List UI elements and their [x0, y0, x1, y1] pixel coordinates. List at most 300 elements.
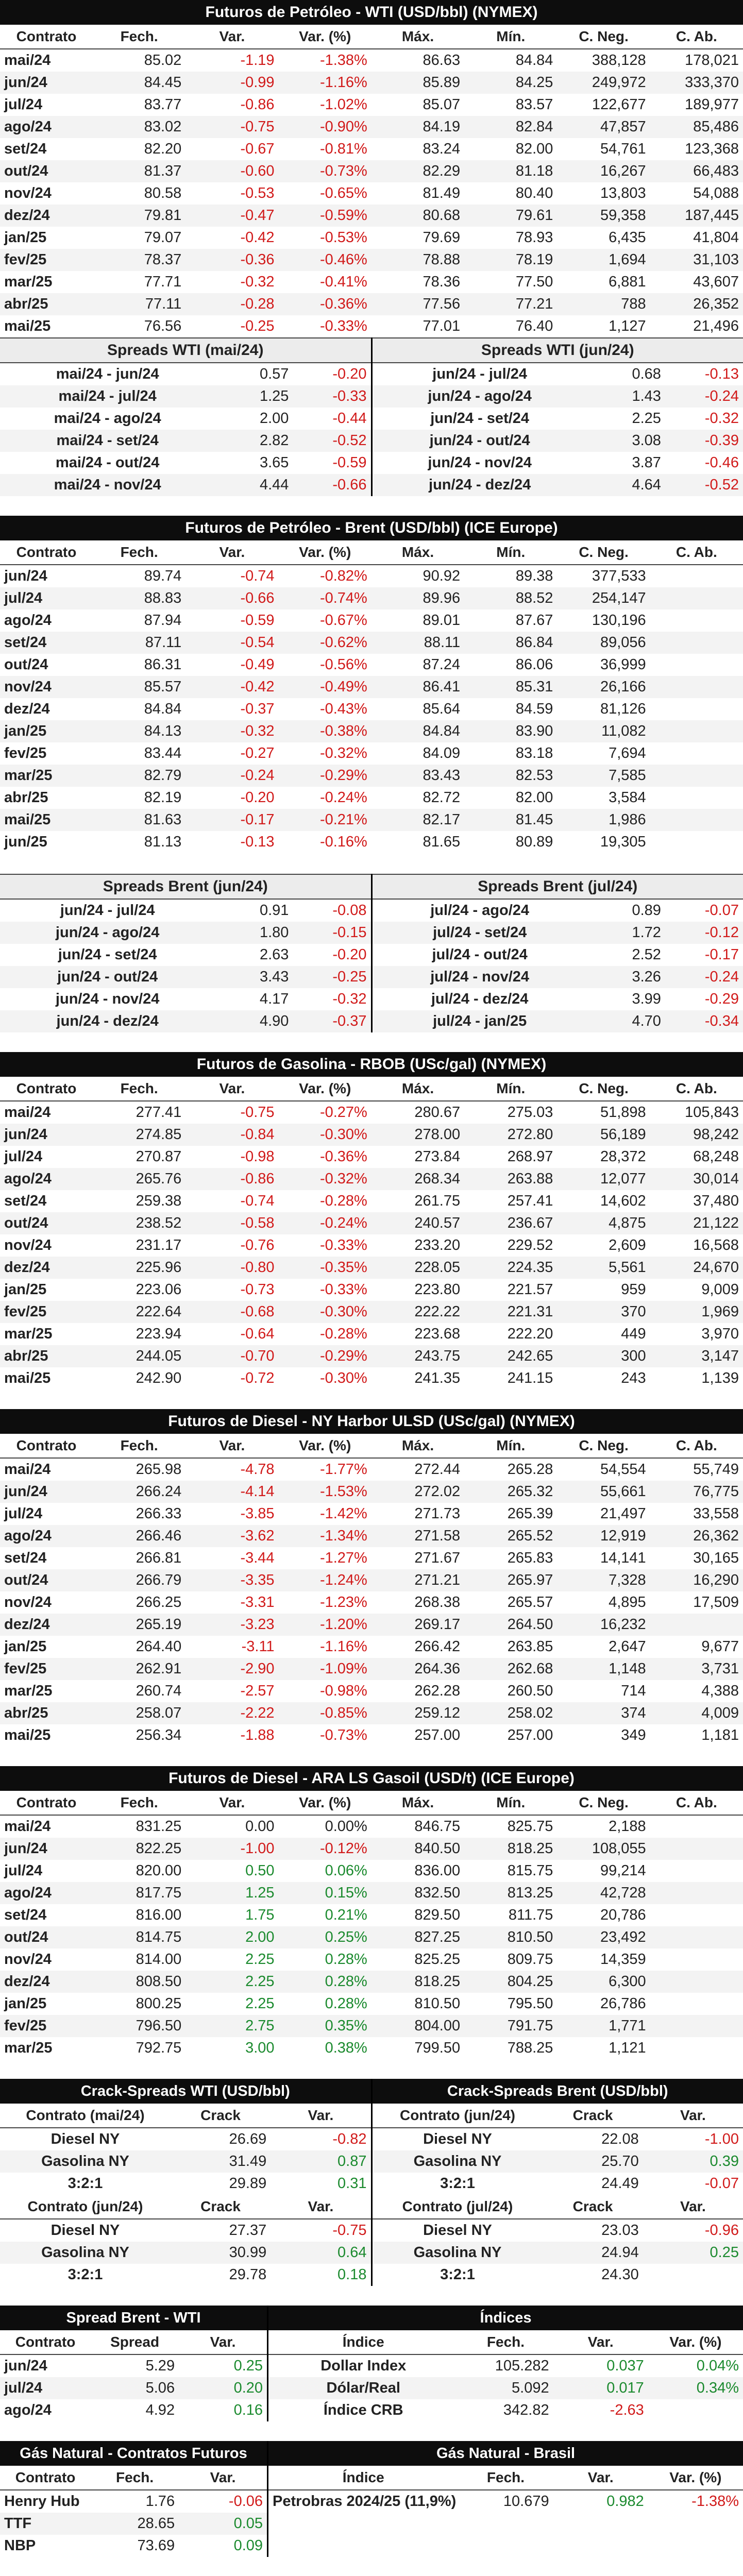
- table-cell: 0.31: [337, 2175, 367, 2192]
- table-cell: 1,181: [701, 1727, 739, 1743]
- table-cell: 82.20: [144, 141, 182, 157]
- row-label: jun/24 - ago/24: [0, 922, 215, 944]
- table-row: [0, 72, 743, 94]
- table-cell: 79.81: [93, 205, 185, 227]
- table-cell: 84.84: [144, 701, 182, 717]
- table-cell: 81.13: [144, 834, 182, 850]
- table-cell: [650, 787, 743, 809]
- table-cell: 370: [557, 1301, 650, 1323]
- table-cell: -0.27%: [319, 1104, 367, 1121]
- brent-spreads-right-title: Spreads Brent (jul/24): [373, 874, 743, 900]
- table-cell: 349: [621, 1727, 646, 1743]
- table-cell: [650, 609, 743, 632]
- table-cell: 3.08: [587, 430, 665, 452]
- table-row: [0, 2535, 267, 2557]
- table-cell: 792.75: [136, 2040, 182, 2056]
- column-header: Var.: [185, 25, 278, 49]
- table-cell: -4.78: [240, 1461, 275, 1478]
- table-cell: 16,267: [557, 160, 650, 182]
- table-cell: [650, 698, 743, 720]
- row-label: jun/24: [0, 72, 93, 94]
- table-cell: 3.87: [632, 454, 661, 471]
- table-cell: [643, 2264, 743, 2286]
- table-cell: 221.31: [464, 1301, 557, 1323]
- table-cell: 19,305: [600, 834, 646, 850]
- table-row: [0, 1993, 743, 2015]
- table-cell: 26,352: [650, 293, 743, 315]
- table-cell: 0.21%: [325, 1907, 367, 1923]
- table-cell: [650, 654, 743, 676]
- column-header: C. Ab.: [650, 1077, 743, 1101]
- table-cell: 24.30: [601, 2266, 639, 2283]
- table-cell: -1.23%: [319, 1594, 367, 1611]
- table-cell: -0.24: [665, 385, 743, 408]
- table-cell: 17,509: [693, 1594, 739, 1611]
- table-cell: 223.94: [136, 1326, 182, 1342]
- row-label: Gasolina NY: [0, 2242, 171, 2264]
- table-cell: -0.59: [240, 612, 275, 629]
- column-header: Var. (%): [279, 1077, 372, 1101]
- table-cell: 123,368: [685, 141, 739, 157]
- table-cell: 388,128: [592, 52, 646, 69]
- table-cell: 24.94: [543, 2242, 643, 2264]
- table-cell: -0.37: [293, 1010, 370, 1032]
- table-cell: 26.69: [229, 2131, 267, 2147]
- table-row: [268, 2354, 743, 2377]
- column-header: Var. (%): [648, 2466, 743, 2490]
- table-cell: [648, 2399, 743, 2421]
- table-cell: 1,148: [557, 1658, 650, 1680]
- table-cell: -0.33: [293, 385, 370, 408]
- crack-brent-title: Crack-Spreads Brent (USD/bbl): [373, 2079, 743, 2104]
- table-cell: [650, 1815, 743, 1838]
- table-cell: 265.52: [464, 1525, 557, 1547]
- table-cell: 37,480: [693, 1193, 739, 1209]
- table-cell: 2.00: [259, 410, 289, 427]
- table-cell: 73.69: [137, 2537, 175, 2554]
- table-row: [0, 182, 743, 205]
- row-label: dez/24: [0, 1971, 93, 1993]
- table-cell: 1.76: [145, 2493, 175, 2510]
- table-cell: 12,919: [557, 1525, 650, 1547]
- table-cell: -0.35%: [279, 1257, 372, 1279]
- gas-brasil-title: Gás Natural - Brasil: [268, 2441, 743, 2466]
- table-row: [268, 2377, 743, 2399]
- table-row: [0, 205, 743, 227]
- brent-title: Futuros de Petróleo - Brent (USD/bbl) (ICE Europe): [0, 516, 743, 540]
- table-cell: 16,290: [650, 1569, 743, 1591]
- table-cell: -0.13: [704, 366, 739, 382]
- table-cell: 1.25: [215, 385, 293, 408]
- row-label: jun/24 - dez/24: [373, 474, 587, 496]
- table-cell: -1.09%: [279, 1658, 372, 1680]
- table-cell: 9,009: [701, 1281, 739, 1298]
- table-cell: 4.92: [145, 2402, 175, 2418]
- table-cell: 0.64: [271, 2242, 370, 2264]
- table-cell: 54,761: [600, 141, 646, 157]
- table-cell: 259.12: [372, 1702, 464, 1724]
- table-row: [0, 249, 743, 271]
- row-label: mai/25: [4, 1370, 51, 1386]
- table-cell: -0.16%: [319, 834, 367, 850]
- row-label: mai/24: [4, 1104, 51, 1121]
- rbob-table: [0, 1077, 743, 1389]
- table-cell: 2,609: [609, 1237, 646, 1253]
- row-label: jul/24: [4, 1862, 43, 1879]
- table-row: [0, 988, 371, 1010]
- table-cell: 221.57: [507, 1281, 553, 1298]
- row-label: jun/24 - nov/24: [55, 991, 160, 1007]
- table-cell: 82.79: [93, 765, 185, 787]
- table-cell: 266.46: [93, 1525, 185, 1547]
- table-cell: -0.70: [185, 1345, 278, 1367]
- table-row: [0, 1838, 743, 1860]
- table-cell: -0.33%: [319, 318, 367, 334]
- row-label: mai/24: [4, 1818, 51, 1835]
- table-cell: 808.50: [93, 1971, 185, 1993]
- table-cell: 268.97: [507, 1148, 553, 1165]
- wti-section: [0, 0, 743, 496]
- table-cell: 16,568: [693, 1237, 739, 1253]
- ulsd-section: [0, 1409, 743, 1747]
- row-label: mar/25: [4, 1326, 53, 1342]
- column-header: Var.: [179, 2466, 267, 2490]
- table-cell: 27.37: [229, 2222, 267, 2239]
- row-label: dez/24: [0, 1257, 93, 1279]
- table-row: [0, 1926, 743, 1948]
- table-cell: 272.02: [372, 1481, 464, 1503]
- column-header: Contrato: [0, 2466, 91, 2490]
- row-label: set/24: [4, 1907, 47, 1923]
- table-cell: -0.66: [293, 474, 370, 496]
- row-label: set/24: [4, 1550, 47, 1566]
- table-cell: 788: [557, 293, 650, 315]
- table-cell: -0.86: [240, 96, 275, 113]
- rbob-title: Futuros de Gasolina - RBOB (USc/gal) (NYMEX): [0, 1052, 743, 1077]
- table-cell: 84.13: [93, 720, 185, 742]
- table-cell: 79.61: [464, 205, 557, 227]
- row-label: Índice CRB: [323, 2402, 403, 2418]
- column-header: Contrato: [0, 1077, 93, 1101]
- row-label: jul/24: [0, 2377, 91, 2399]
- table-cell: -0.32%: [279, 1168, 372, 1190]
- table-cell: 836.00: [414, 1862, 461, 1879]
- table-cell: 449: [621, 1326, 646, 1342]
- row-label: jun/24 - jul/24: [60, 902, 155, 919]
- table-cell: 79.69: [423, 229, 461, 246]
- row-label: Petrobras 2024/25 (11,9%): [273, 2493, 457, 2510]
- table-cell: -3.31: [240, 1594, 275, 1611]
- row-label: ago/24: [0, 1168, 93, 1190]
- table-cell: 3.43: [215, 966, 293, 988]
- row-label: jun/24 - nov/24: [428, 454, 532, 471]
- row-label: jun/24 - set/24: [430, 410, 530, 427]
- table-row: [0, 430, 371, 452]
- table-row: [0, 1345, 743, 1367]
- table-cell: -0.73%: [319, 1727, 367, 1743]
- table-cell: -0.74: [240, 1193, 275, 1209]
- table-cell: 2.25: [245, 1995, 275, 2012]
- table-cell: 86.06: [515, 656, 553, 673]
- column-header: Var.: [553, 2466, 648, 2490]
- table-cell: -0.32: [185, 720, 278, 742]
- table-cell: 0.39: [643, 2150, 743, 2173]
- table-cell: 5.29: [145, 2358, 175, 2374]
- row-label: fev/25: [4, 745, 47, 761]
- row-label: Diesel NY: [423, 2222, 492, 2239]
- table-row: [0, 966, 371, 988]
- table-cell: 804.25: [464, 1971, 557, 1993]
- row-label: Diesel NY: [423, 2131, 492, 2147]
- column-header: Var.: [271, 2104, 370, 2128]
- table-cell: 20,786: [600, 1907, 646, 1923]
- table-row: [0, 1234, 743, 1257]
- table-cell: 266.33: [136, 1505, 182, 1522]
- ulsd-header-row: [0, 1434, 743, 1458]
- table-cell: 242.90: [136, 1370, 182, 1386]
- table-cell: -3.85: [240, 1505, 275, 1522]
- wti-spreads-right-title: Spreads WTI (jun/24): [373, 337, 743, 363]
- row-label: jun/25: [4, 834, 47, 850]
- table-cell: 273.84: [414, 1148, 461, 1165]
- table-row: [0, 809, 743, 831]
- table-row: [0, 1101, 743, 1124]
- table-cell: 21,496: [693, 318, 739, 334]
- table-cell: 278.00: [372, 1124, 464, 1146]
- table-cell: -0.98%: [319, 1683, 367, 1699]
- table-cell: 130,196: [592, 612, 646, 629]
- column-header: Crack: [171, 2195, 271, 2219]
- table-cell: 1.43: [587, 385, 665, 408]
- table-cell: 265.19: [93, 1614, 185, 1636]
- column-header: Máx.: [372, 25, 464, 49]
- table-cell: 4.90: [215, 1010, 293, 1032]
- table-cell: 98,242: [650, 1124, 743, 1146]
- table-row: [0, 227, 743, 249]
- table-cell: 0.04%: [696, 2358, 739, 2374]
- rbob-header-row: [0, 1077, 743, 1101]
- table-row: [0, 2128, 371, 2150]
- table-cell: [650, 742, 743, 765]
- table-cell: 223.68: [414, 1326, 461, 1342]
- table-cell: 84.59: [515, 701, 553, 717]
- crack-wti: [0, 2079, 371, 2286]
- gasoil-title: Futuros de Diesel - ARA LS Gasoil (USD/t) (ICE Europe): [0, 1766, 743, 1791]
- column-header: Fech.: [93, 1791, 185, 1815]
- table-cell: [650, 1993, 743, 2015]
- table-cell: 374: [557, 1702, 650, 1724]
- column-header: Spread: [91, 2330, 179, 2354]
- row-label: Gasolina NY: [373, 2150, 543, 2173]
- wti-spreads: [0, 337, 743, 496]
- table-cell: [650, 1838, 743, 1860]
- table-cell: 81.37: [93, 160, 185, 182]
- table-cell: 85.07: [423, 96, 461, 113]
- table-row: [0, 1503, 743, 1525]
- table-cell: 41,804: [693, 229, 739, 246]
- table-cell: 265.76: [93, 1168, 185, 1190]
- table-cell: -0.24%: [319, 789, 367, 806]
- table-cell: -0.28: [185, 293, 278, 315]
- table-cell: 66,483: [650, 160, 743, 182]
- table-cell: 3.65: [259, 454, 289, 471]
- table-cell: -0.13: [240, 834, 275, 850]
- table-cell: -1.16%: [319, 1638, 367, 1655]
- table-cell: 79.07: [144, 229, 182, 246]
- table-cell: 80.68: [372, 205, 464, 227]
- table-cell: 3.99: [632, 991, 661, 1007]
- table-row: [0, 2513, 267, 2535]
- column-header: Fech.: [93, 1077, 185, 1101]
- table-cell: 810.50: [464, 1926, 557, 1948]
- table-cell: [650, 1971, 743, 1993]
- table-cell: 2.25: [632, 410, 661, 427]
- table-cell: 1,127: [609, 318, 646, 334]
- row-label: jul/24: [4, 1148, 43, 1165]
- table-cell: 0.89: [632, 902, 661, 919]
- table-cell: [650, 1860, 743, 1882]
- row-label: NBP: [4, 2537, 36, 2554]
- table-cell: 265.83: [507, 1550, 553, 1566]
- table-cell: -0.32: [332, 991, 367, 1007]
- column-header: Var.: [185, 1077, 278, 1101]
- table-cell: 257.41: [507, 1193, 553, 1209]
- table-cell: -3.35: [185, 1569, 278, 1591]
- table-row: [268, 2399, 743, 2421]
- table-cell: -1.00: [704, 2131, 739, 2147]
- table-row: [0, 2354, 267, 2377]
- table-cell: 814.75: [93, 1926, 185, 1948]
- row-label: mai/25: [4, 318, 51, 334]
- table-cell: 820.00: [136, 1862, 182, 1879]
- table-cell: 796.50: [93, 2015, 185, 2037]
- table-cell: 25.70: [543, 2150, 643, 2173]
- table-row: [0, 698, 743, 720]
- column-header: Var. (%): [279, 1791, 372, 1815]
- table-cell: -0.65%: [319, 185, 367, 201]
- table-cell: -0.20: [332, 366, 367, 382]
- row-label: jul/24 - set/24: [373, 922, 587, 944]
- table-row: [0, 2242, 371, 2264]
- table-cell: 82.19: [144, 789, 182, 806]
- table-cell: -0.24%: [279, 1212, 372, 1234]
- column-header: Máx.: [372, 1791, 464, 1815]
- table-row: [0, 2377, 267, 2399]
- table-cell: 271.73: [414, 1505, 461, 1522]
- table-cell: -0.68: [185, 1301, 278, 1323]
- column-header: Var.: [185, 540, 278, 565]
- row-label: nov/24: [4, 1594, 52, 1611]
- table-cell: -0.99: [185, 72, 278, 94]
- wti-header-row: [0, 25, 743, 49]
- row-label: mai/24 - jul/24: [0, 385, 215, 408]
- table-cell: -0.73%: [279, 160, 372, 182]
- table-cell: -0.27: [240, 745, 275, 761]
- table-cell: [650, 1904, 743, 1926]
- table-cell: 6,881: [609, 274, 646, 290]
- table-cell: -0.25: [293, 966, 370, 988]
- row-label: mai/24 - ago/24: [54, 410, 161, 427]
- table-cell: 23.03: [601, 2222, 639, 2239]
- table-cell: -1.42%: [319, 1505, 367, 1522]
- table-cell: -0.20: [332, 946, 367, 963]
- spread-indices-section: [0, 2306, 743, 2421]
- row-label: abr/25: [4, 789, 48, 806]
- table-cell: 80.40: [515, 185, 553, 201]
- table-cell: 30.99: [171, 2242, 271, 2264]
- table-cell: 88.83: [93, 587, 185, 609]
- column-header: Var.: [271, 2195, 370, 2219]
- table-cell: -0.53%: [319, 229, 367, 246]
- table-cell: 85.89: [372, 72, 464, 94]
- table-cell: 265.57: [507, 1594, 553, 1611]
- row-label: 3:2:1: [67, 2175, 103, 2192]
- table-cell: 11,082: [557, 720, 650, 742]
- column-header: Crack: [543, 2104, 643, 2128]
- table-cell: [650, 1614, 743, 1636]
- table-cell: 5.06: [91, 2377, 179, 2399]
- table-cell: 21,122: [650, 1212, 743, 1234]
- table-row: [0, 1614, 743, 1636]
- wti-title: Futuros de Petróleo - WTI (USD/bbl) (NYMEX): [0, 0, 743, 25]
- table-cell: -1.34%: [279, 1525, 372, 1547]
- table-cell: -3.23: [185, 1614, 278, 1636]
- table-row: [0, 1591, 743, 1614]
- row-label: out/24: [0, 160, 93, 182]
- table-cell: 105,843: [685, 1104, 739, 1121]
- column-header: Contrato (mai/24): [0, 2104, 171, 2128]
- table-cell: 105.282: [495, 2358, 549, 2374]
- table-cell: 1,771: [557, 2015, 650, 2037]
- column-header: Var.: [643, 2195, 743, 2219]
- table-cell: -0.17: [185, 809, 278, 831]
- table-cell: -2.57: [240, 1683, 275, 1699]
- table-cell: -0.52: [293, 430, 370, 452]
- table-row: [0, 116, 743, 138]
- table-cell: 82.17: [372, 809, 464, 831]
- ulsd-table: [0, 1434, 743, 1747]
- table-row: [0, 49, 743, 72]
- table-cell: 9,677: [701, 1638, 739, 1655]
- row-label: Diesel NY: [50, 2131, 120, 2147]
- table-cell: [650, 809, 743, 831]
- table-cell: 0.037: [606, 2358, 644, 2374]
- table-row: [0, 1636, 743, 1658]
- table-row: [0, 587, 743, 609]
- table-cell: -0.33%: [319, 1237, 367, 1253]
- row-label: jun/24: [4, 568, 47, 584]
- table-cell: 0.25%: [279, 1926, 372, 1948]
- table-cell: 2.52: [632, 946, 661, 963]
- column-header: Var.: [179, 2330, 267, 2354]
- column-header: Mín.: [464, 1434, 557, 1458]
- table-cell: -0.36%: [279, 293, 372, 315]
- table-cell: 223.06: [136, 1281, 182, 1298]
- column-header: Mín.: [464, 540, 557, 565]
- row-label: set/24: [0, 632, 93, 654]
- table-row: [0, 742, 743, 765]
- table-cell: 88.11: [372, 632, 464, 654]
- table-row: [373, 2242, 743, 2264]
- table-cell: 0.50: [245, 1862, 275, 1879]
- table-cell: 81.63: [93, 809, 185, 831]
- table-row: [0, 1124, 743, 1146]
- table-cell: 269.17: [372, 1614, 464, 1636]
- table-cell: [650, 2015, 743, 2037]
- table-cell: 1.25: [185, 1882, 278, 1904]
- table-cell: 3,584: [609, 789, 646, 806]
- table-cell: 258.02: [464, 1702, 557, 1724]
